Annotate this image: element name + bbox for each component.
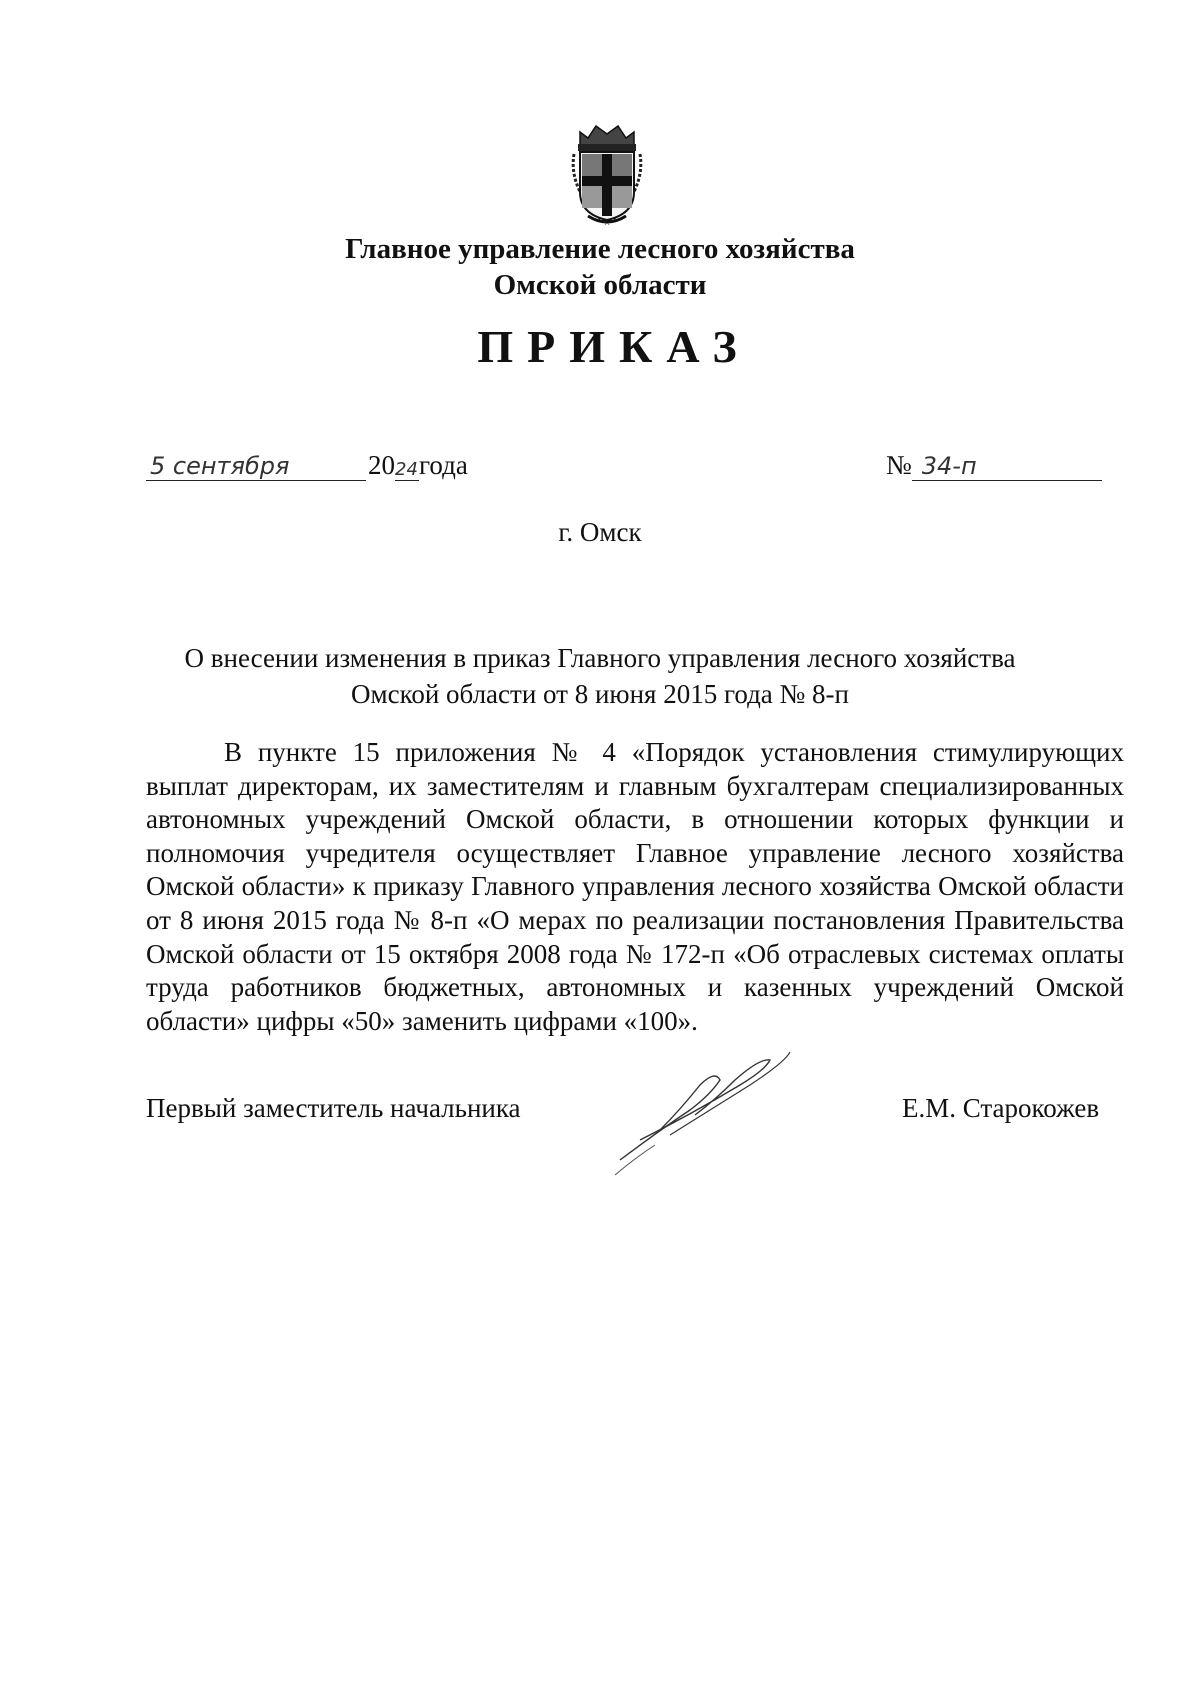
document-type-title: ПРИКАЗ [477,321,751,372]
handwritten-signature-icon [600,1040,850,1180]
subject-line1: О внесении изменения в приказ Главного управления лесного хозяйства [184,643,1016,673]
year-suffix: года [419,450,468,480]
handwritten-year: 24 [395,459,418,480]
organization-name-line2: Омской области [493,269,707,301]
signer-title: Первый заместитель начальника [146,1093,521,1123]
date-line [146,450,468,481]
organization-name-line1: Главное управление лесного хозяйства [345,233,855,265]
signer-name: Е.М. Старокожев [902,1093,1100,1123]
number-sign: № [886,450,912,480]
handwritten-order-number: 34-п [912,452,1102,481]
document-subject [0,640,1200,712]
handwritten-date: 5 сентября [146,452,366,481]
document-body [146,736,1124,1038]
year-prefix: 20 [368,450,395,480]
subject-line2: Омской области от 8 июня 2015 года № 8-п [351,679,849,709]
omsk-oblast-coat-of-arms-icon [566,120,648,230]
order-number-line [886,450,1102,481]
city: г. Омск [558,517,642,547]
body-paragraph: В пункте 15 приложения № 4 «Порядок установления стимулирующих выплат директорам, их заместителям и главным бухгалтерам специализированных автономных учреждений Омской области, в отношении которых функции и полномочия учредителя осуществляет Главное управление лесного хозяйства Омской области» к приказу Главного управления лесного хозяйства Омской области от 8 июня 2015 года № 8-п «О мерах по реализации постановления Правительства Омской области от 15 октября 2008 года № 172-п «Об отраслевых системах оплаты труда работников бюджетных, автономных и казенных учреждений Омской области» цифры «50» заменить цифрами «100». [146,737,1124,1036]
